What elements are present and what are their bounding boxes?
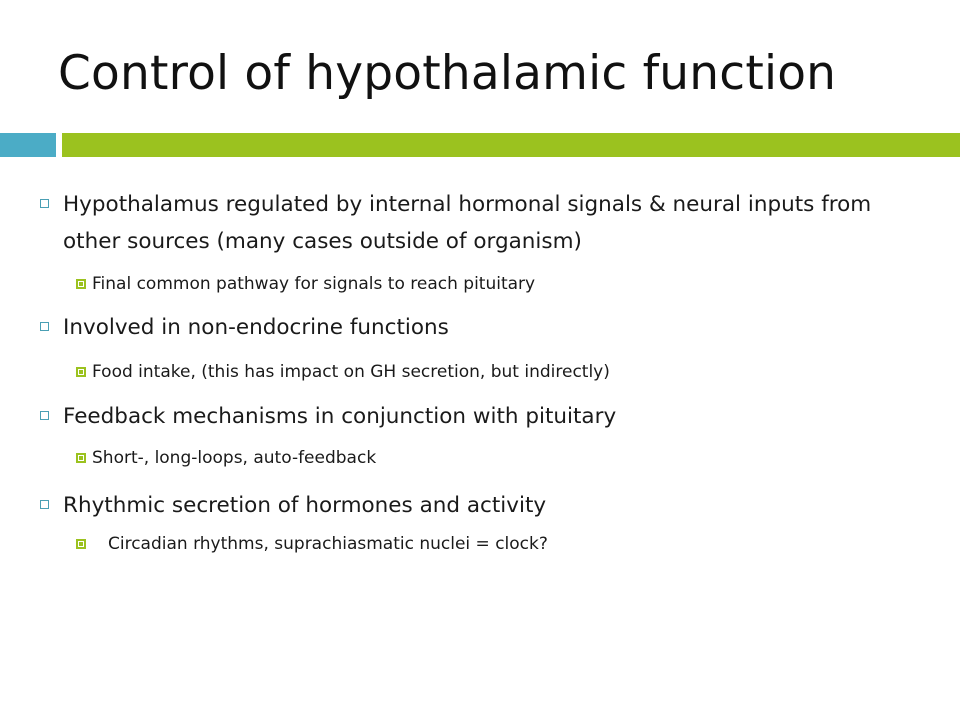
sub-bullet-2 bbox=[76, 359, 610, 385]
sub-bullet-4 bbox=[76, 531, 548, 557]
square-bullet-icon bbox=[40, 199, 49, 208]
bullet-1 bbox=[38, 186, 918, 260]
square-bullet-icon bbox=[40, 500, 49, 509]
sub-bullet-4-text: Circadian rhythms, suprachiasmatic nuclei = clock? bbox=[108, 534, 548, 554]
sub-bullet-2-text: Food intake, (this has impact on GH secretion, but indirectly) bbox=[92, 362, 610, 382]
filled-square-bullet-icon bbox=[76, 367, 86, 377]
sub-bullet-1-text: Final common pathway for signals to reach pituitary bbox=[92, 274, 536, 294]
bullet-3-text: Feedback mechanisms in conjunction with pituitary bbox=[63, 404, 617, 429]
filled-square-bullet-icon bbox=[76, 539, 86, 549]
square-bullet-icon bbox=[40, 411, 49, 420]
filled-square-bullet-icon bbox=[76, 279, 86, 289]
sub-bullet-3 bbox=[76, 445, 376, 471]
bullet-3 bbox=[38, 398, 918, 435]
bullet-4 bbox=[38, 487, 918, 524]
slide-title: Control of hypothalamic function bbox=[58, 46, 837, 101]
bullet-2-text: Involved in non-endocrine functions bbox=[63, 315, 449, 340]
square-bullet-icon bbox=[40, 322, 49, 331]
bullet-2 bbox=[38, 309, 918, 346]
sub-bullet-3-text: Short-, long-loops, auto-feedback bbox=[92, 448, 377, 468]
filled-square-bullet-icon bbox=[76, 453, 86, 463]
bullet-1-text: Hypothalamus regulated by internal hormonal signals & neural inputs from other sources (many cases outside of organism) bbox=[63, 192, 872, 254]
sub-bullet-1 bbox=[76, 271, 535, 297]
bullet-4-text: Rhythmic secretion of hormones and activity bbox=[63, 493, 547, 518]
